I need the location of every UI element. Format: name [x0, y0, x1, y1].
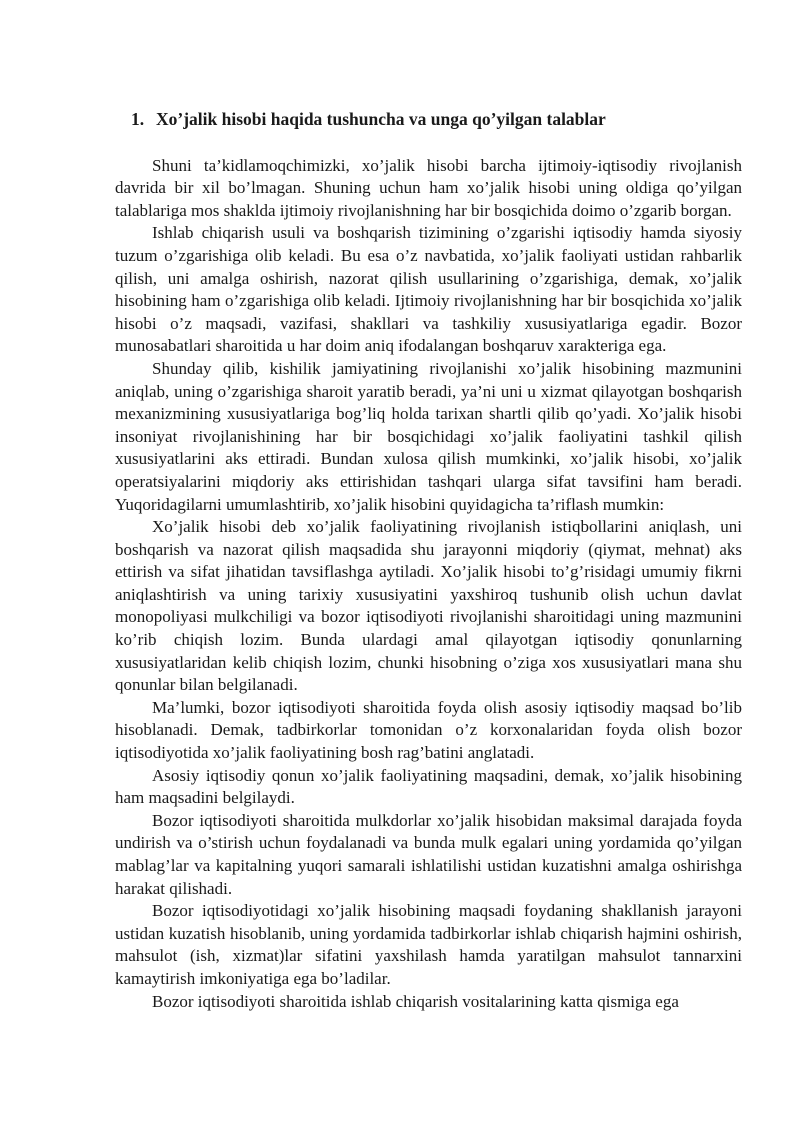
paragraph-4: Xo’jalik hisobi deb xo’jalik faoliyatining rivojlanish istiqbollarini aniqlash, uni boshqarish va nazorat qilish maqsadida shu jarayonni miqdoriy (qiymat, mehnat) aks ettirish va sifat jihatidan tavsiflashga aytiladi. Xo’jalik hisobi to’g’risidagi umumiy fikrni aniqlashtirish va uning tarixiy xususiyatini yaxshiroq tushunib olish uchun davlat monopoliyasi mulkchiligi va bozor iqtisodiyoti rivojlanishi sharoitidagi uning mazmunini ko’rib chiqish lozim. Bunda ulardagi amal qilayotgan iqtisodiy qonunlarning xususiyatlaridan kelib chiqish lozim, chunki hisobning o’ziga xos xususiyatlari mana shu qonunlar bilan belgilanadi. [115, 517, 742, 695]
section-number: 1. [131, 109, 145, 129]
paragraph-1: Shuni ta’kidlamoqchimizki, xo’jalik hisobi barcha ijtimoiy-iqtisodiy rivojlanish davrida bir xil bo’lmagan. Shuning uchun ham xo’jalik hisobi uning oldiga qo’yilgan talablariga mos shaklda ijtimoiy rivojlanishning har bir bosqichida doimo o’zgarib borgan. [115, 155, 742, 220]
document-body [115, 108, 742, 1013]
paragraph-2: Ishlab chiqarish usuli va boshqarish tizimining o’zgarishi iqtisodiy hamda siyosiy tuzum o’zgarishiga olib keladi. Bu esa o’z navbatida, xo’jalik faoliyati ustidan rahbarlik qilish, uni amalga oshirish, nazorat qilish usullarining o’zgarishiga, demak, xo’jalik hisobining ham o’zgarishiga olib keladi. Ijtimoiy rivojlanishning har bir bosqichida xo’jalik hisobi o’z maqsadi, vazifasi, shakllari va tashkiliy xususiyatlariga egadir. Bozor munosabatlari sharoitida u har doim aniq ifodalangan boshqaruv xarakteriga ega. [115, 223, 742, 356]
paragraph-8: Bozor iqtisodiyotidagi xo’jalik hisobining maqsadi foydaning shakllanish jarayoni ustidan kuzatish hisoblanib, uning yordamida tadbirkorlar ishlab chiqarish hajmini oshirish, mahsulot (ish, xizmat)lar sifatini yaxshilash hamda yaratilgan mahsulot tannarxini kamaytirish imkoniyatiga ega bo’ladilar. [115, 901, 742, 988]
paragraph-5: Ma’lumki, bozor iqtisodiyoti sharoitida foyda olish asosiy iqtisodiy maqsad bo’lib hisoblanadi. Demak, tadbirkorlar tomonidan o’z korxonalaridan foyda olish bozor iqtisodiyotida xo’jalik faoliyatining bosh rag’batini anglatadi. [115, 697, 742, 763]
section-heading [131, 108, 742, 131]
paragraph-6: Asosiy iqtisodiy qonun xo’jalik faoliyatining maqsadini, demak, xo’jalik hisobining ham maqsadini belgilaydi. [115, 765, 742, 808]
paragraph-3: Shunday qilib, kishilik jamiyatining rivojlanishi xo’jalik hisobining mazmunini aniqlab, uning o’zgarishiga sharoit yaratib beradi, ya’ni uni u xizmat qilayotgan boshqarish mexanizmining xususiyatlariga bog’liq holda tarixan shartli qilib qo’yadi. Xo’jalik hisobi insoniyat rivojlanishining har bir bosqichidagi xo’jalik faoliyatini tashkil qilish xususiyatlarini aks ettiradi. Bundan xulosa qilish mumkinki, xo’jalik hisobi, xo’jalik operatsiyalarini miqdoriy aks ettirishidan tashqari ularga sifat tavsifini ham beradi. Yuqoridagilarni umumlashtirib, xo’jalik hisobini quyidagicha ta’riflash mumkin: [115, 358, 742, 514]
section-title: Xo’jalik hisobi haqida tushuncha va unga qo’yilgan talablar [156, 109, 606, 129]
paragraph-9: Bozor iqtisodiyoti sharoitida ishlab chiqarish vositalarining katta qismiga ega [152, 991, 679, 1011]
paragraph-7: Bozor iqtisodiyoti sharoitida mulkdorlar xo’jalik hisobidan maksimal darajada foyda undirish va o’stirish uchun foydalanadi va bunda mulk egalari uning yordamida qo’yilgan mablag’lar va kapitalning yuqori samarali ishlatilishi ustidan kuzatishni amalga oshirishga harakat qilishadi. [115, 810, 742, 898]
